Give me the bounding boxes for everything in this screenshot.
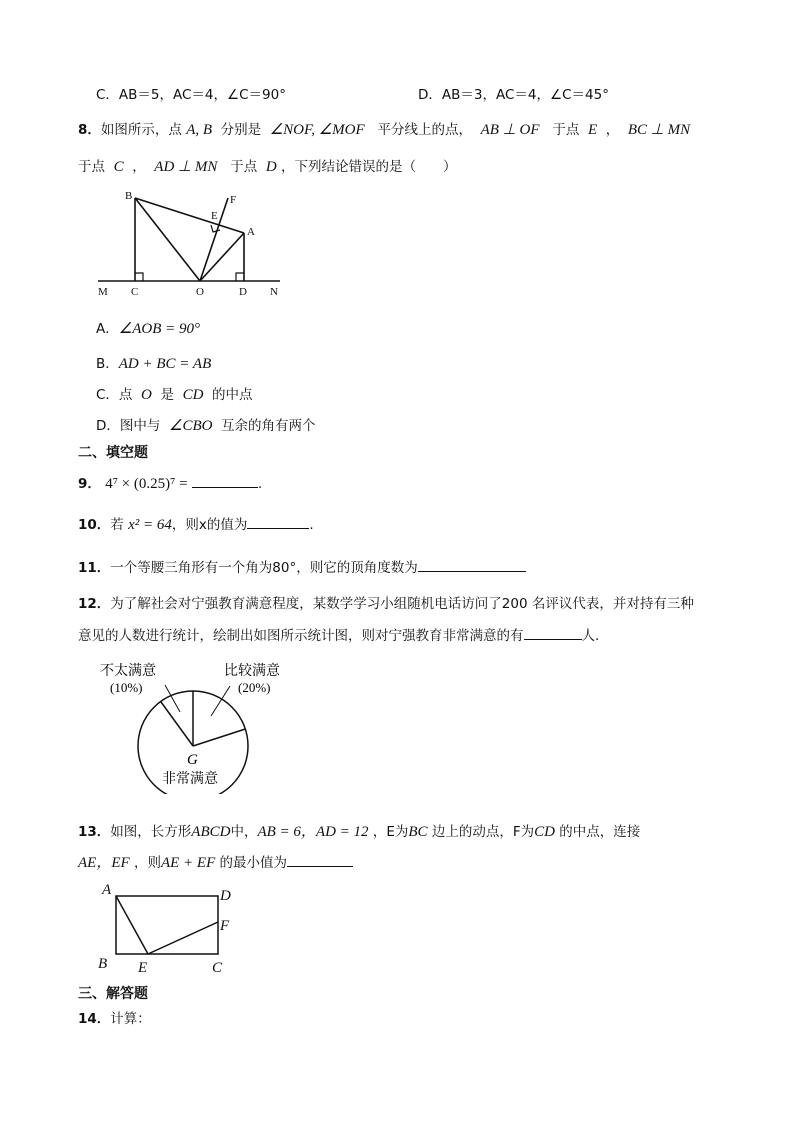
q13-math: BC: [408, 824, 428, 840]
q11: [78, 556, 526, 576]
q13-number: 13．: [78, 824, 111, 840]
q8-text: ，: [605, 122, 620, 138]
q8-option-d: [96, 414, 316, 435]
q9-number: 9．: [78, 476, 101, 492]
q8-text: ，下列结论错误的是（ ）: [280, 159, 457, 175]
q13-line2: [78, 851, 353, 872]
pie-label-fairly-satisfied: 比较满意: [224, 664, 280, 679]
q8-math: BC ⊥ MN: [627, 122, 691, 138]
q8-option-c: [96, 383, 253, 404]
q10-number: 10．: [78, 517, 111, 533]
q9-answer-blank[interactable]: [192, 473, 258, 488]
q13-text: 中，: [230, 824, 258, 840]
q9-expr: 4⁷ × (0.25)⁷ =: [105, 476, 188, 492]
q7-option-d: D．AB＝3，AC＝4，∠C＝45°: [418, 87, 609, 103]
q13-math: AE，EF: [78, 855, 130, 871]
label-b: B: [125, 190, 133, 202]
q13-math: AE + EF: [160, 855, 216, 871]
q13-line1: [78, 820, 640, 841]
option-letter: B．: [96, 356, 119, 372]
label-a: A: [102, 882, 112, 898]
q8-text: 于点: [552, 122, 580, 138]
label-n: N: [270, 286, 278, 298]
pie-pct-fairly-satisfied: (20%): [238, 680, 271, 695]
q8-text: 于点: [78, 159, 105, 175]
segment-ab: [135, 198, 244, 233]
pie-center-label: G: [187, 752, 198, 768]
right-angle-c: [135, 273, 143, 281]
q13-math: CD: [534, 824, 555, 840]
q12-line1: [78, 592, 694, 612]
q10-text: ，则x的值为: [171, 517, 248, 533]
q8-geometry-figure: [92, 188, 288, 300]
q8-option-a: [96, 317, 200, 338]
q8-text: 分别是: [220, 122, 262, 138]
q11-text: 一个等腰三角形有一个角为80°，则它的顶角度数为: [110, 560, 418, 576]
option-letter: C．点: [96, 387, 133, 403]
option-expr: AD + BC = AB: [118, 356, 212, 372]
segment-oa: [200, 233, 244, 281]
q14-number: 14．: [78, 1011, 111, 1027]
q8-number: 8．: [78, 122, 101, 138]
q10-end: .: [309, 517, 314, 533]
option-text: 是: [160, 387, 174, 403]
label-c: C: [212, 960, 223, 976]
q7-option-c: C．AB＝5，AC＝4，∠C＝90°: [96, 87, 286, 103]
q8-stem-line1: [78, 118, 690, 139]
label-a: A: [247, 226, 255, 238]
q8-math: ∠NOF, ∠MOF: [269, 122, 365, 138]
q13-text: 如图，长方形: [110, 824, 192, 840]
q8-text: 平分线上的点，: [377, 122, 473, 138]
label-e: E: [211, 210, 218, 222]
q12-text: 意见的人数进行统计，绘制出如图所示统计图，则对宁强教育非常满意的有: [78, 628, 524, 644]
q12-number: 12．: [78, 596, 111, 612]
option-expr: O: [141, 387, 152, 403]
q13-answer-blank[interactable]: [287, 852, 353, 867]
q10-answer-blank[interactable]: [247, 514, 309, 529]
q8-stem-line2: [78, 155, 456, 176]
q8-text: 如图所示，点: [100, 122, 182, 138]
segment-ae: [116, 896, 148, 954]
label-f: F: [230, 194, 237, 206]
q8-math: D: [265, 159, 277, 175]
q8-math: E: [588, 122, 598, 138]
q13-math: ABCD: [191, 824, 231, 840]
q8-text: 于点: [230, 159, 258, 175]
option-text: 互余的角有两个: [221, 418, 316, 434]
leader-line-fairly-satisfied: [211, 686, 230, 716]
label-c: C: [131, 286, 139, 298]
option-expr: ∠CBO: [169, 418, 213, 434]
label-d: D: [239, 286, 247, 298]
pie-pct-not-satisfied: (10%): [110, 680, 143, 695]
label-b: B: [98, 956, 108, 972]
q12-pie-chart: [92, 656, 302, 794]
option-text: 的中点: [212, 387, 253, 403]
q8-text: ，: [132, 159, 146, 175]
q8-option-b: [96, 352, 211, 373]
q10-text: 若: [110, 517, 124, 533]
q12-end: 人.: [581, 628, 600, 644]
q8-math: A, B: [186, 122, 213, 138]
q13-text: 边上的动点，F为: [431, 824, 535, 840]
q12-line2: [78, 624, 599, 644]
pie-radius-not-satisfied: [161, 702, 193, 747]
q14-text: 计算：: [110, 1011, 151, 1027]
q11-number: 11．: [78, 560, 111, 576]
label-d: D: [220, 888, 231, 904]
option-expr: ∠AOB = 90°: [118, 321, 200, 337]
q13-text: 的最小值为: [219, 855, 288, 871]
option-letter: D．图中与: [96, 418, 161, 434]
label-m: M: [98, 286, 108, 298]
q8-math: AB ⊥ OF: [480, 122, 540, 138]
q9-end: .: [257, 476, 263, 492]
label-e: E: [138, 960, 148, 976]
q12-answer-blank[interactable]: [524, 625, 582, 640]
q9: [78, 472, 262, 493]
q13-rectangle-figure: [96, 880, 240, 978]
section-fill-in-heading: 二、填空题: [78, 445, 148, 461]
q12-text: 为了解社会对宁强教育满意程度，某数学学习小组随机电话访问了200 名评议代表，并对持有三种: [110, 596, 694, 612]
q13-math: AB = 6，AD = 12: [257, 824, 369, 840]
pie-radius-fairly-satisfied: [193, 729, 245, 746]
label-f: F: [220, 918, 230, 934]
q10: [78, 513, 314, 534]
q8-math: AD ⊥ MN: [154, 159, 218, 175]
q13-text: ，则: [133, 855, 161, 871]
segment-bo: [135, 198, 200, 281]
q10-expr: x² = 64: [128, 517, 172, 533]
right-angle-d: [236, 273, 244, 281]
q11-answer-blank[interactable]: [418, 557, 526, 572]
label-o: O: [196, 286, 204, 298]
option-expr: CD: [182, 387, 204, 403]
pie-label-not-satisfied: 不太满意: [100, 664, 156, 679]
q13-text: ，E为: [372, 824, 409, 840]
q8-math: C: [113, 159, 124, 175]
section-solve-heading: 三、解答题: [78, 986, 148, 1002]
segment-ef: [148, 922, 218, 954]
q13-text: 的中点，连接: [559, 824, 641, 840]
option-letter: A．: [96, 321, 119, 337]
q14: [78, 1007, 151, 1027]
leader-line-not-satisfied: [165, 685, 180, 712]
pie-label-very-satisfied: 非常满意: [162, 772, 218, 787]
